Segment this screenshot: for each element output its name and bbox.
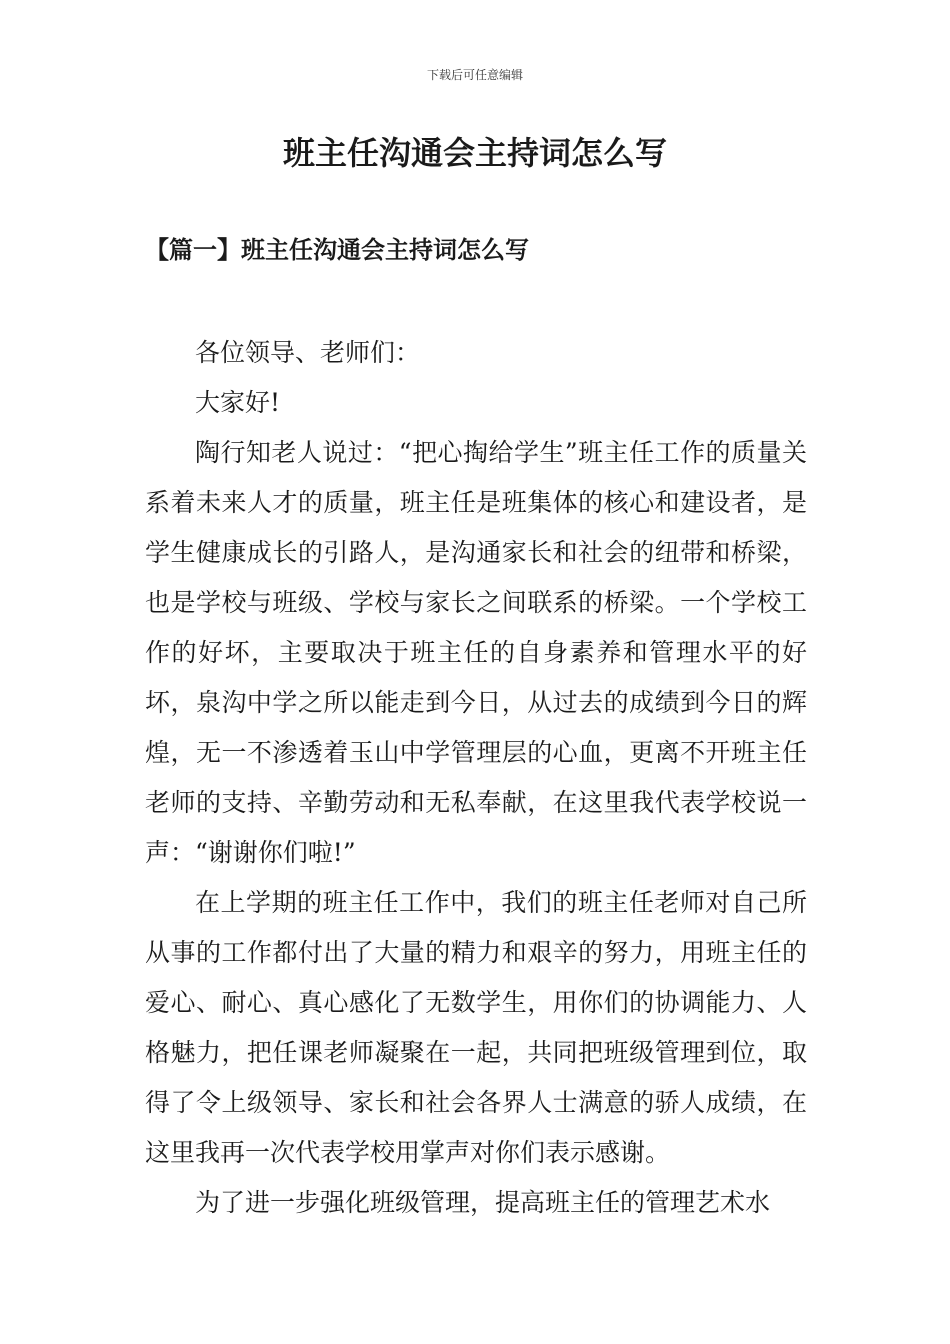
document-title: 班主任沟通会主持词怎么写: [282, 134, 667, 172]
paragraph-greeting: 各位领导、老师们：: [195, 338, 421, 367]
paragraph-review: 在上学期的班主任工作中，我们的班主任老师对自己所从事的工作都付出了大量的精力和艰辛的努力，用班主任的爱心、耐心、真心感化了无数学生，用你们的协调能力、人格魅力，把任课老师凝聚在一起，共同把班级管理到位，取得了令上级领导、家长和社会各界人士满意的骄人成绩，在这里我再一次代表学校用掌声对你们表示感谢。: [145, 888, 807, 1167]
section-heading: 【篇一】班主任沟通会主持词怎么写: [145, 235, 529, 264]
paragraph-hello: 大家好!: [195, 388, 281, 417]
header-note: 下载后可任意编辑: [426, 68, 523, 82]
document-body: [145, 328, 807, 1228]
paragraph-quote: 陶行知老人说过：“把心掏给学生”班主任工作的质量关系着未来人才的质量，班主任是班集体的核心和建设者，是学生健康成长的引路人，是沟通家长和社会的纽带和桥梁，也是学校与班级、学校与家长之间联系的桥梁。一个学校工作的好坏，主要取决于班主任的自身素养和管理水平的好坏，泉沟中学之所以能走到今日，从过去的成绩到今日的辉煌，无一不渗透着玉山中学管理层的心血，更离不开班主任老师的支持、辛勤劳动和无私奉献，在这里我代表学校说一声：“谢谢你们啦!”: [145, 438, 807, 867]
paragraph-continuation: 为了进一步强化班级管理，提高班主任的管理艺术水: [195, 1188, 771, 1217]
